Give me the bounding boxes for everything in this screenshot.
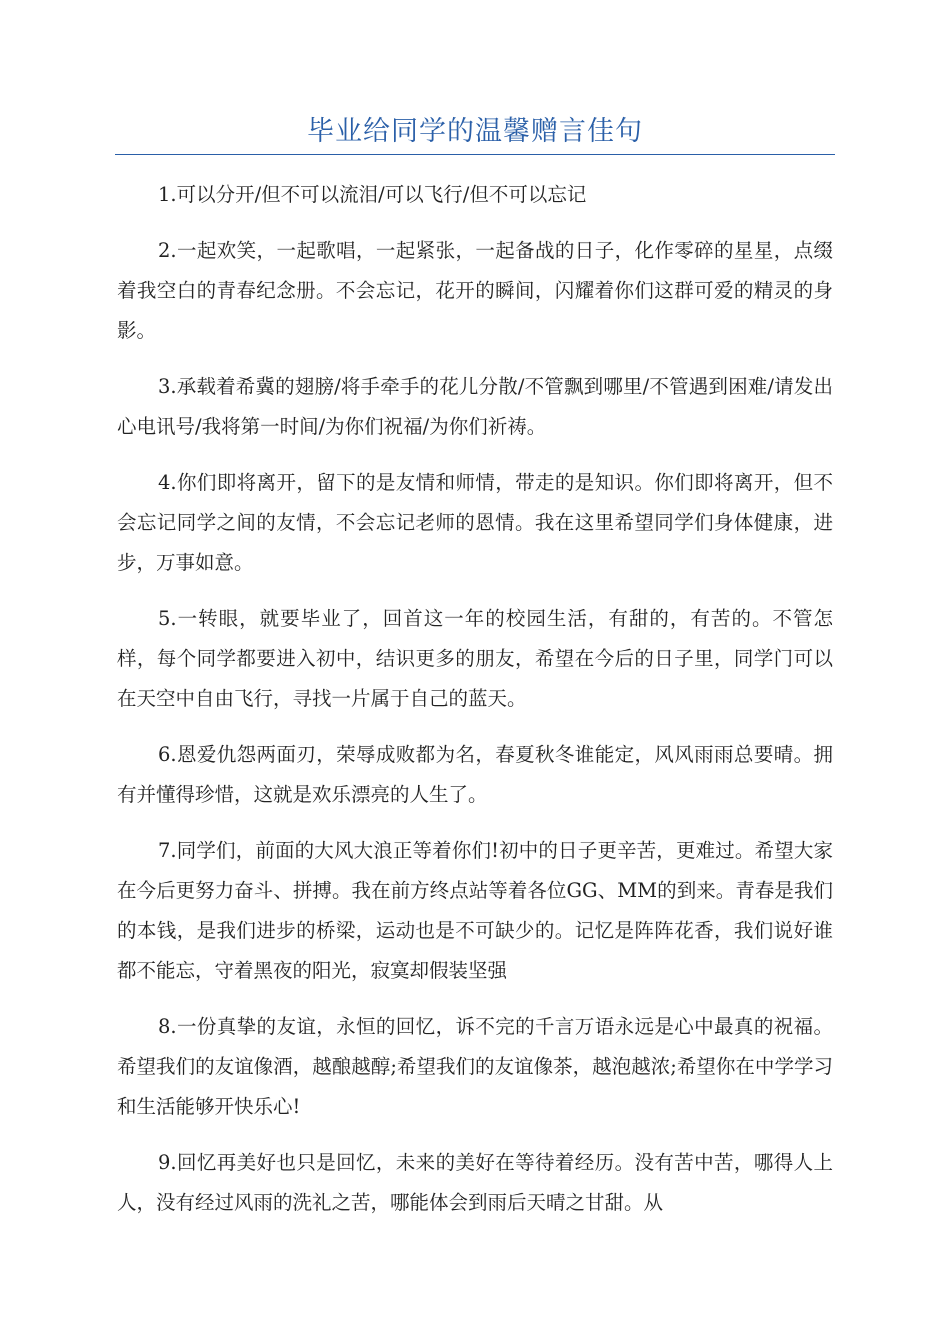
paragraph-4: 4.你们即将离开，留下的是友情和师情，带走的是知识。你们即将离开，但不会忘记同学之间的友情，不会忘记老师的恩情。我在这里希望同学们身体健康，进步，万事如意。 — [117, 471, 833, 574]
document-body — [117, 175, 833, 1239]
paragraph-5: 5.一转眼，就要毕业了，回首这一年的校园生活，有甜的，有苦的。不管怎样，每个同学都要进入初中，结识更多的朋友，希望在今后的日子里，同学门可以在天空中自由飞行，寻找一片属于自己的蓝天。 — [117, 607, 833, 710]
document-title: 毕业给同学的温馨赠言佳句 — [307, 116, 643, 147]
paragraph-2: 2.一起欢笑，一起歌唱，一起紧张，一起备战的日子，化作零碎的星星，点缀着我空白的青春纪念册。不会忘记，花开的瞬间，闪耀着你们这群可爱的精灵的身影。 — [117, 239, 833, 342]
paragraph-3: 3.承载着希冀的翅膀/将手牵手的花儿分散/不管飘到哪里/不管遇到困难/请发出心电讯号/我将第一时间/为你们祝福/为你们祈祷。 — [117, 375, 833, 438]
paragraph-7: 7.同学们，前面的大风大浪正等着你们!初中的日子更辛苦，更难过。希望大家在今后更努力奋斗、拼搏。我在前方终点站等着各位GG、MM的到来。青春是我们的本钱，是我们进步的桥梁，运动也是不可缺少的。记忆是阵阵花香，我们说好谁都不能忘，守着黑夜的阳光，寂寞却假装坚强 — [117, 839, 833, 982]
title-underline — [115, 154, 835, 155]
paragraph-9: 9.回忆再美好也只是回忆，未来的美好在等待着经历。没有苦中苦，哪得人上人，没有经过风雨的洗礼之苦，哪能体会到雨后天晴之甘甜。从 — [117, 1151, 833, 1214]
paragraph-8: 8.一份真挚的友谊，永恒的回忆，诉不完的千言万语永远是心中最真的祝福。希望我们的友谊像酒，越酿越醇;希望我们的友谊像茶，越泡越浓;希望你在中学学习和生活能够开快乐心! — [117, 1015, 833, 1118]
paragraph-6: 6.恩爱仇怨两面刃，荣辱成败都为名，春夏秋冬谁能定，风风雨雨总要晴。拥有并懂得珍惜，这就是欢乐漂亮的人生了。 — [117, 743, 833, 806]
paragraph-1: 1.可以分开/但不可以流泪/可以飞行/但不可以忘记 — [158, 183, 587, 206]
